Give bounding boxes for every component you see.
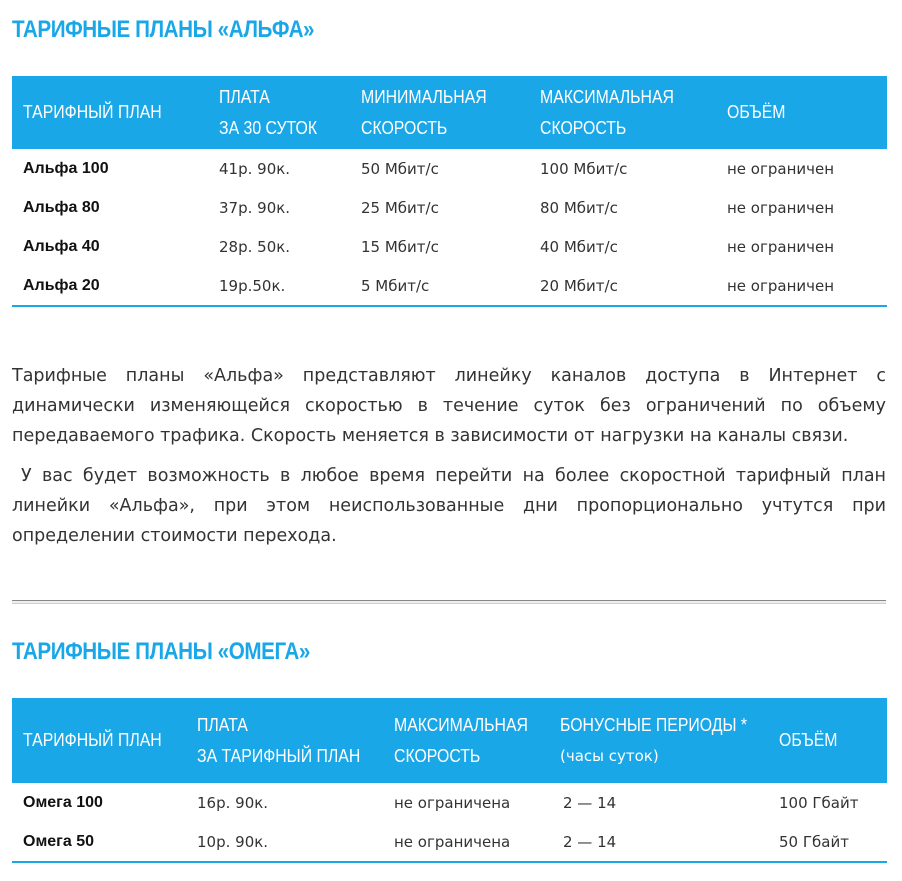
plan-max-speed: 80 Мбит/с [540,198,618,217]
alpha-tariff-table [12,76,887,307]
table-row [12,783,887,822]
plan-max-speed: не ограничена [383,822,549,862]
header-fee: ПЛАТА ЗА ТАРИФНЫЙ ПЛАН [186,698,383,783]
plan-max-speed: 20 Мбит/с [529,266,716,306]
table-row [12,149,887,188]
plan-volume: не ограничен [727,237,835,256]
plan-max-speed: 40 Мбит/с [540,237,618,256]
omega-section-title: ТАРИФНЫЕ ПЛАНЫ «ОМЕГА» [12,638,310,665]
alpha-upgrade-paragraph: У вас будет возможность в любое время перейти на более скоростной тарифный план линейки «Альфа», при этом неиспользованные дни пропорционально учтутся при определении стоимости перехода. [12,466,886,546]
alpha-section-title: ТАРИФНЫЕ ПЛАНЫ «АЛЬФА» [12,16,315,43]
plan-volume: 50 Гбайт [768,822,887,862]
plan-fee: 16р. 90к. [197,793,269,812]
plan-volume: не ограничен [727,159,835,178]
table-row [12,266,887,306]
plan-name: Альфа 20 [12,266,208,306]
header-volume: ОБЪЁМ [716,76,887,149]
header-volume: ОБЪЁМ [768,698,887,783]
plan-name: Альфа 100 [23,159,109,177]
table-row [12,188,887,227]
table-row [12,227,887,266]
plan-min-speed: 5 Мбит/с [350,266,529,306]
table-header-row [12,698,887,783]
plan-min-speed: 50 Мбит/с [361,159,439,178]
header-max-speed: МАКСИМАЛЬНАЯ СКОРОСТЬ [383,698,549,783]
plan-volume: 100 Гбайт [779,793,859,812]
omega-tariff-table [12,698,887,863]
plan-max-speed: 100 Мбит/с [540,159,628,178]
plan-max-speed: не ограничена [394,793,511,812]
header-min-speed: МИНИМАЛЬНАЯ СКОРОСТЬ [350,76,529,149]
header-max-speed: МАКСИМАЛЬНАЯ СКОРОСТЬ [529,76,716,149]
plan-bonus-periods: 2 — 14 [563,793,617,812]
plan-fee: 41р. 90к. [219,159,291,178]
plan-fee: 10р. 90к. [186,822,383,862]
alpha-description-paragraph: Тарифные планы «Альфа» представляют линейку каналов доступа в Интернет с динамически изменяющейся скоростью в течение суток без ограничений по объему передаваемого трафика. Скорость меняется в зависимости от нагрузки на каналы связи. [12,366,886,446]
plan-volume: не ограничен [716,266,887,306]
plan-fee: 37р. 90к. [219,198,291,217]
plan-min-speed: 25 Мбит/с [361,198,439,217]
table-row [12,822,887,862]
header-fee: ПЛАТА ЗА 30 СУТОК [208,76,350,149]
plan-fee: 19р.50к. [208,266,350,306]
header-plan: ТАРИФНЫЙ ПЛАН [12,698,186,783]
plan-name: Альфа 40 [23,237,100,255]
table-header-row [12,76,887,149]
section-divider [12,600,886,604]
plan-bonus-periods: 2 — 14 [549,822,768,862]
plan-name: Омега 100 [23,793,103,811]
header-bonus-periods: БОНУСНЫЕ ПЕРИОДЫ * (часы суток) [549,698,768,783]
plan-fee: 28р. 50к. [219,237,291,256]
plan-min-speed: 15 Мбит/с [361,237,439,256]
plan-name: Омега 50 [12,822,186,862]
header-plan: ТАРИФНЫЙ ПЛАН [12,76,208,149]
plan-volume: не ограничен [727,198,835,217]
plan-name: Альфа 80 [23,198,100,216]
